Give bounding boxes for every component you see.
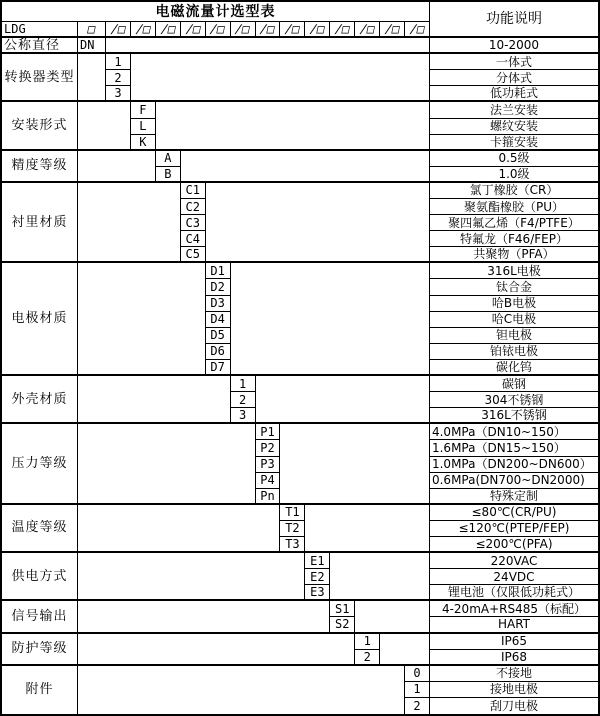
diameter-desc-cell: 10-2000 [430,38,598,54]
accuracy-class-label: 精度等级 [2,151,78,183]
diameter-code-cell: DN [78,38,106,54]
spacer-cell [78,183,181,263]
install-form-label: 安装形式 [2,102,78,150]
option-desc-cell: 1.0级 [430,167,598,183]
option-desc-cell: IP68 [430,650,598,666]
option-desc-cell: 法兰安装 [430,102,598,118]
spacer-cell [181,151,430,183]
diameter-label: 公称直径 [2,38,78,54]
spacer-cell [78,634,355,666]
option-desc-cell: 聚氨酯橡胶（PU） [430,199,598,215]
option-desc-cell: 碳钢 [430,376,598,392]
option-desc-cell: 304不锈钢 [430,392,598,408]
converter-type-label: 转换器类型 [2,54,78,102]
spacer-cell [305,505,430,553]
option-desc-cell: 氯丁橡胶（CR） [430,183,598,199]
option-desc-cell: 特氟龙（F46/FEP） [430,231,598,247]
model-slot: /□ [305,22,330,38]
pressure-class-label: 压力等级 [2,424,78,504]
option-code-cell: 2 [355,650,380,666]
option-desc-cell: 0.6MPa(DN700~DN2000) [430,473,598,489]
spacer-cell [78,54,106,102]
option-desc-cell: 不接地 [430,666,598,682]
option-desc-cell: HART [430,617,598,633]
option-code-cell: Pn [256,489,281,505]
model-first-box [78,22,106,38]
spacer-cell [78,505,280,553]
option-code-cell: P1 [256,424,281,440]
option-desc-cell: ≤80℃(CR/PU) [430,505,598,521]
option-code-cell: D7 [206,360,231,376]
function-column-header: 功能说明 [430,2,598,38]
model-prefix: LDG [2,22,78,38]
option-code-cell: 1 [231,376,256,392]
option-code-cell: 1 [106,54,131,70]
model-slot: /□ [256,22,281,38]
model-slot: /□ [355,22,380,38]
option-code-cell: 0 [405,666,430,682]
option-desc-cell: 1.6MPa（DN15~150） [430,440,598,456]
spacer-cell [78,601,330,633]
option-desc-cell: 碳化钨 [430,360,598,376]
option-code-cell: 3 [106,86,131,102]
option-desc-cell: 24VDC [430,569,598,585]
option-desc-cell: 接地电极 [430,682,598,698]
option-code-cell: E1 [305,553,330,569]
spacer-cell [78,102,131,150]
option-desc-cell: 共聚物（PFA） [430,247,598,263]
option-desc-cell: 刮刀电极 [489,698,538,713]
accessories-label: 附件 [2,666,78,714]
option-code-cell: P4 [256,473,281,489]
option-desc-cell: 分体式 [430,70,598,86]
option-code-cell: S2 [330,617,355,633]
model-slot: /□ [156,22,181,38]
option-desc-cell: 卡箍安装 [430,135,598,151]
model-slot: /□ [131,22,156,38]
spacer-cell [78,151,156,183]
option-code-cell: B [156,167,181,183]
liner-material-label: 衬里材质 [2,183,78,263]
option-code-cell: S1 [330,601,355,617]
option-code-cell: D2 [206,279,231,295]
protection-class-label: 防护等级 [2,634,78,666]
option-code-cell: L [131,119,156,135]
option-code-cell: 1 [355,634,380,650]
option-desc-cell: 4.0MPa（DN10~150） [430,424,598,440]
option-code-cell: T3 [280,537,305,553]
option-desc-cell: 锂电池（仅限低功耗式） [430,585,598,601]
spacer-cell [330,553,430,601]
option-desc-cell: 一体式 [430,54,598,70]
option-code-cell: P3 [256,457,281,473]
option-desc-cell: 1.0MPa（DN200~DN600） [430,457,598,473]
option-code-cell: 3 [231,408,256,424]
model-slot: /□ [206,22,231,38]
option-desc-cell: 低功耗式 [430,86,598,102]
spacer-cell [106,38,430,54]
model-slot: /□ [330,22,355,38]
option-code-cell: D4 [206,312,231,328]
spacer-cell [380,634,430,666]
spacer-cell [78,424,256,504]
model-slot: /□ [231,22,256,38]
option-code-cell: D5 [206,328,231,344]
spacer-cell [78,553,305,601]
option-code-cell: P2 [256,440,281,456]
option-desc-cell: 316L不锈钢 [430,408,598,424]
option-code-cell: E2 [305,569,330,585]
option-code-cell: C5 [181,247,206,263]
signal-output-label: 信号输出 [2,601,78,633]
option-code-cell: 2 [405,698,430,714]
table-title: 电磁流量计选型表 [2,2,430,22]
option-code-cell: D3 [206,296,231,312]
option-code-cell: 2 [231,392,256,408]
spacer-cell [256,376,430,424]
model-slot: /□ [280,22,305,38]
box-glyph: □ [86,22,97,37]
option-desc-cell: 铂铱电极 [430,344,598,360]
option-code-cell: D6 [206,344,231,360]
option-code-cell: 1 [405,682,430,698]
option-code-cell: C1 [181,183,206,199]
spacer-cell [355,601,430,633]
option-code-cell: 2 [106,70,131,86]
power-supply-label: 供电方式 [2,553,78,601]
spacer-cell [231,263,430,376]
option-code-cell: E3 [305,585,330,601]
option-code-cell: C3 [181,215,206,231]
option-code-cell: F [131,102,156,118]
model-slot: /□ [181,22,206,38]
option-code-cell: D1 [206,263,231,279]
option-code-cell: K [131,135,156,151]
option-code-cell: T2 [280,521,305,537]
model-slot: /□ [106,22,131,38]
spacer-cell [206,183,430,263]
option-desc-cell: 钛合金 [430,279,598,295]
spacer-cell [78,376,231,424]
option-desc-cell: 哈B电极 [430,296,598,312]
option-desc-cell: ≤120℃(PTEP/FEP) [430,521,598,537]
spacer-cell [131,54,430,102]
model-slot: /□ [380,22,405,38]
option-code-cell: C2 [181,199,206,215]
model-slot: /□ [405,22,430,38]
spacer-cell [78,666,405,714]
option-code-cell: T1 [280,505,305,521]
spacer-cell [156,102,430,150]
option-code-cell: A [156,151,181,167]
option-desc-cell: 聚四氟乙烯（F4/PTFE） [430,215,598,231]
option-desc-cell: 钽电极 [430,328,598,344]
spacer-cell [78,263,206,376]
option-desc-cell: ≤200℃(PFA) [430,537,598,553]
housing-material-label: 外壳材质 [2,376,78,424]
option-desc-cell: IP65 [430,634,598,650]
option-desc-cell: 螺纹安装 [430,119,598,135]
option-desc-cell: 特殊定制 [430,489,598,505]
temperature-class-label: 温度等级 [2,505,78,553]
option-code-cell: C4 [181,231,206,247]
spacer-cell [280,424,430,504]
option-desc-cell: 316L电极 [430,263,598,279]
option-desc-cell: 4-20mA+RS485（标配） [430,601,598,617]
electrode-material-label: 电极材质 [2,263,78,376]
option-desc-cell: 220VAC [430,553,598,569]
option-desc-cell: 0.5级 [430,151,598,167]
option-desc-cell: 哈C电极 [430,312,598,328]
